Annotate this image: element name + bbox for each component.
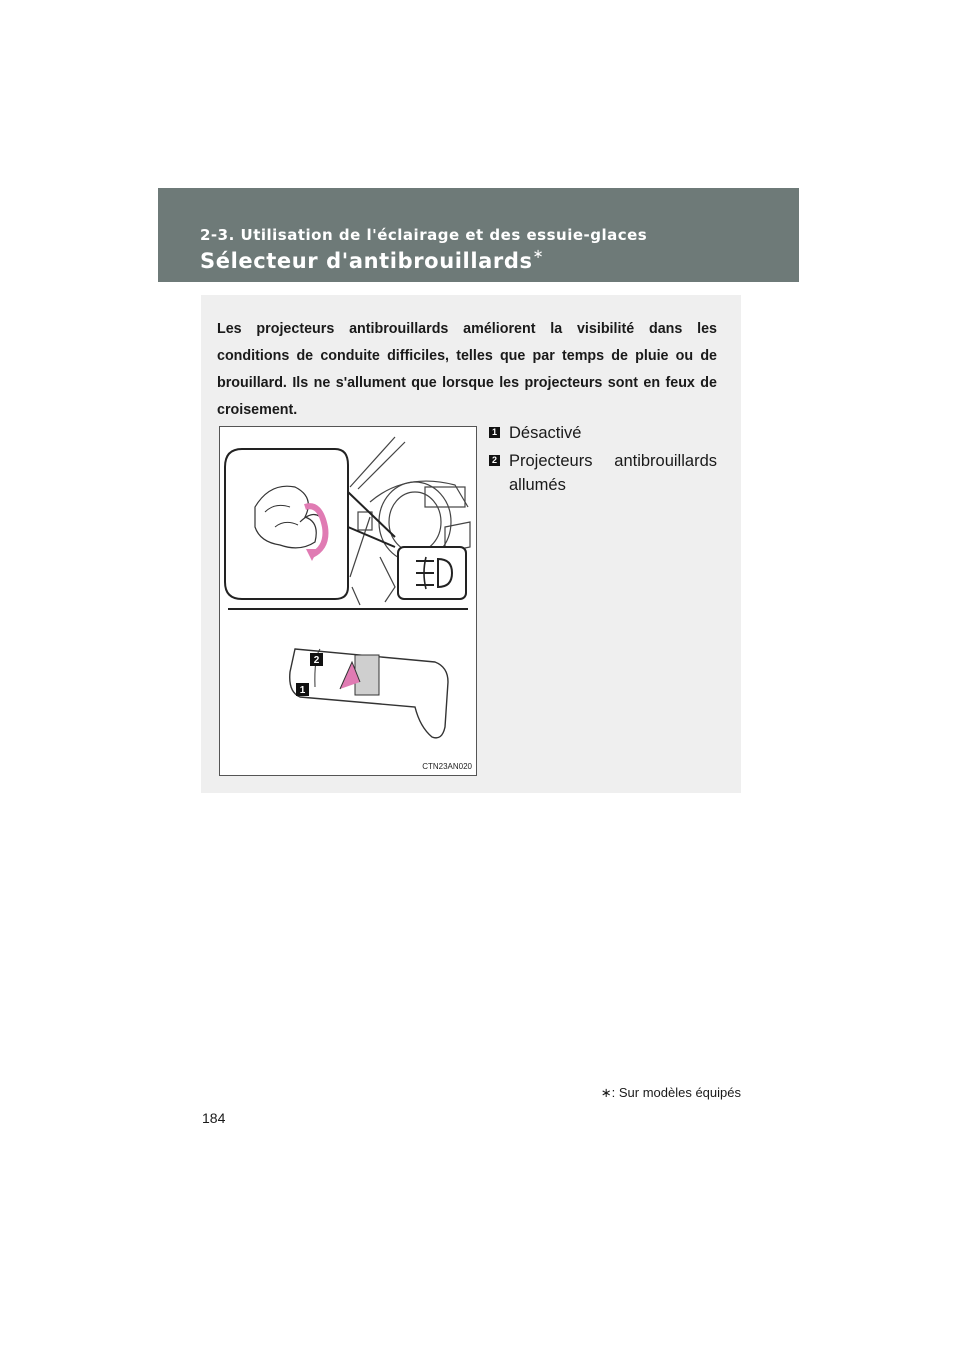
page-title: [200, 249, 544, 273]
legend-badge-1: 1: [489, 427, 500, 438]
content-panel: [201, 295, 741, 793]
legend-text-2: Projecteurs antibrouillards allumés: [509, 452, 717, 494]
hand-zoom-circle: [225, 449, 395, 599]
footnote: ∗: Sur modèles équipés: [600, 1085, 741, 1100]
callout-1: [296, 683, 309, 696]
page-number: 184: [202, 1110, 226, 1126]
asterisk-mark: ∗: [532, 247, 545, 262]
section-title: 2-3. Utilisation de l'éclairage et des essuie-glaces: [200, 226, 648, 244]
section-header: [158, 188, 799, 282]
legend-list: [489, 421, 717, 497]
illustration-svg: [220, 427, 476, 775]
svg-text:2: 2: [313, 655, 320, 666]
callout-2: [310, 653, 323, 666]
svg-text:1: 1: [299, 685, 306, 696]
page-title-text: Sélecteur d'antibrouillards: [200, 249, 533, 273]
legend-text-1: Désactivé: [509, 424, 582, 442]
fog-light-icon: [398, 547, 466, 599]
legend-item-1: [489, 421, 717, 445]
fog-switch-illustration: [219, 426, 477, 776]
legend-item-2: [489, 449, 717, 497]
legend-badge-2: 2: [489, 455, 500, 466]
figure-code: CTN23AN020: [422, 762, 472, 771]
intro-text: Les projecteurs antibrouillards améliorent la visibilité dans les conditions de conduite difficiles, telles que par temps de pluie ou de brouillard. Ils ne s'allument que lorsque les projecteurs sont en feux de croisement.: [217, 321, 717, 418]
